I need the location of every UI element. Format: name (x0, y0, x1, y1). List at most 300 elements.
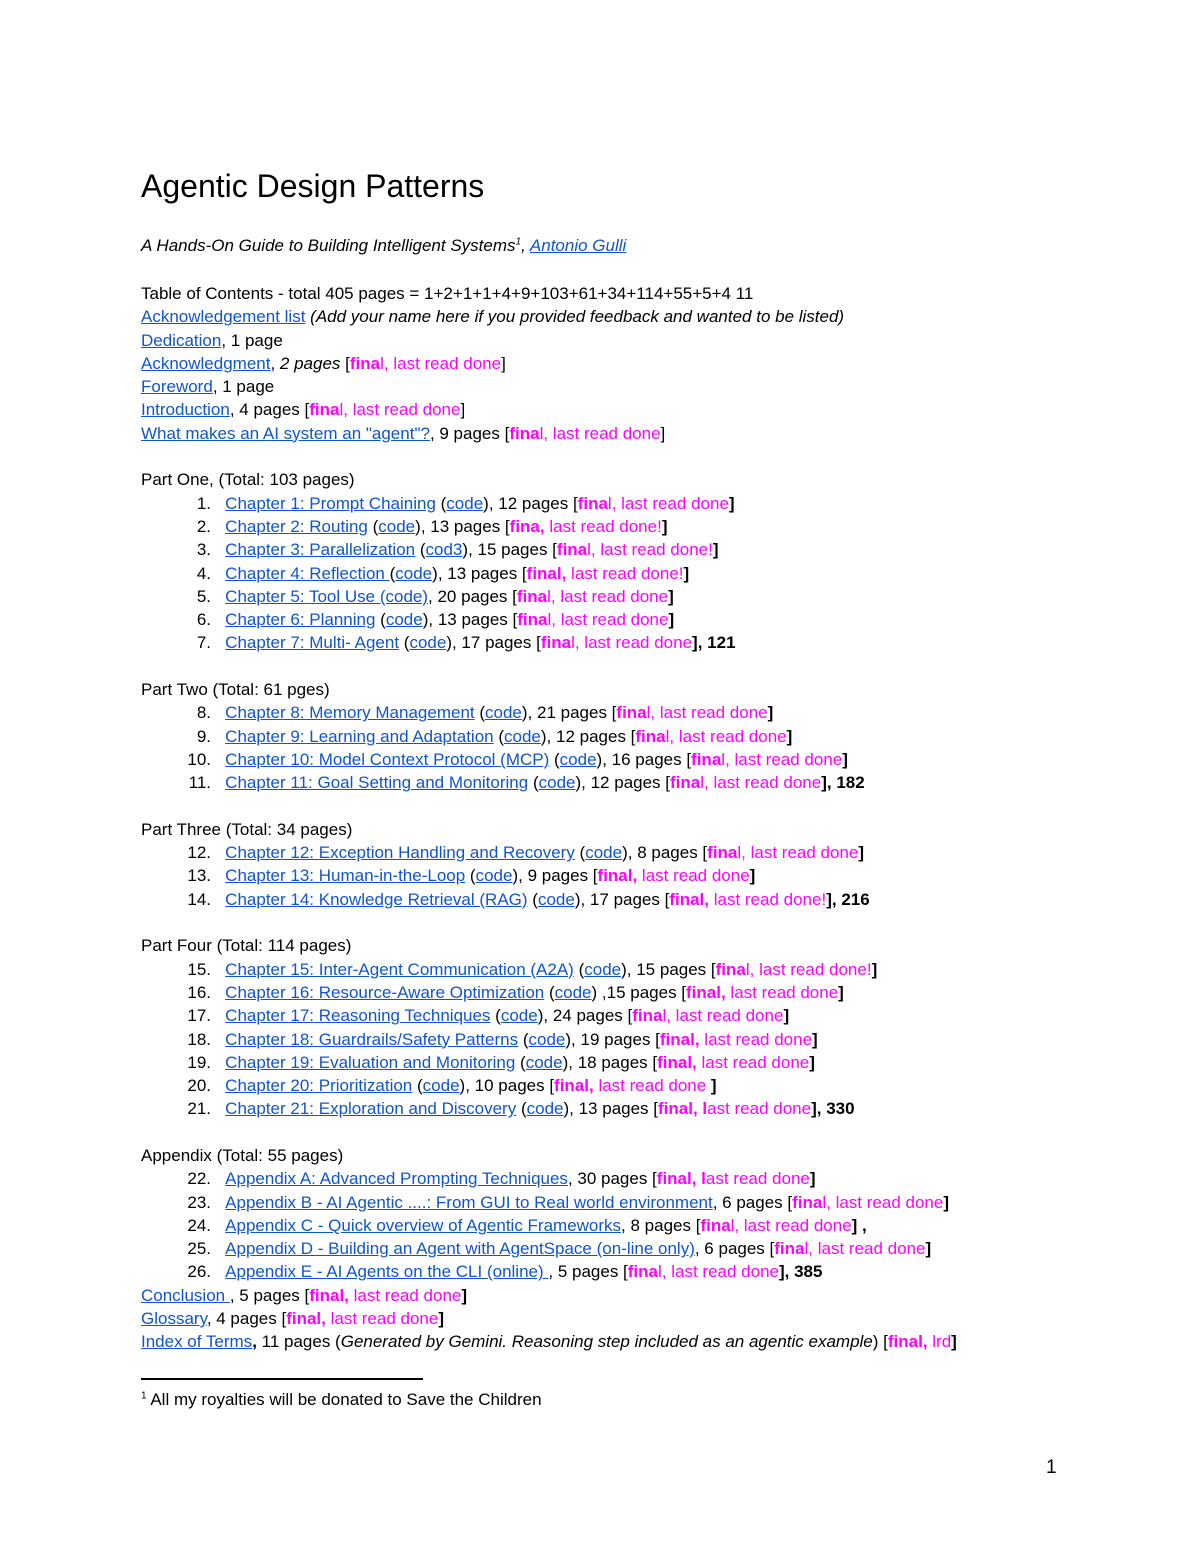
page-count: , 1 page (212, 377, 275, 397)
status-close: ] (821, 773, 827, 793)
part-heading: Part Four (Total: 114 pages) (141, 936, 352, 956)
status-close: ] (668, 586, 674, 606)
chapter-item: 18. Chapter 18: Guardrails/Safety Patterns (code), 19 pages [final, last read done] (141, 1028, 1141, 1051)
chapter-item: 1. Chapter 1: Prompt Chaining (code), 12 pages [final, last read done] (141, 492, 1141, 515)
status-final: fina (540, 633, 572, 653)
chapter-link[interactable]: Chapter 8: Memory Management (225, 703, 475, 723)
chapter-link[interactable]: Chapter 15: Inter-Agent Communication (A2A) (225, 959, 574, 979)
chapter-link[interactable]: Chapter 3: Parallelization (225, 540, 416, 560)
status-text: , last read done (551, 610, 669, 630)
status-final: final, l (658, 1099, 708, 1119)
status-final: fina (349, 353, 381, 373)
chapter-link[interactable]: Chapter 9: Learning and Adaptation (225, 726, 494, 746)
page-count: , 4 pages [ (229, 400, 310, 420)
toc-link[interactable]: Index of Terms (141, 1332, 253, 1352)
page-count: , 12 pages [ (488, 493, 578, 513)
status-text: , last read done (543, 423, 661, 443)
page-count: , (270, 353, 280, 373)
status-final: final, (669, 889, 709, 909)
status-final-tail: l (547, 610, 552, 630)
comma: , (252, 1332, 257, 1352)
page-count: , 4 pages [ (206, 1309, 287, 1329)
footnote (141, 1389, 542, 1411)
status-final-tail: l (665, 726, 670, 746)
footnote-text: All my royalties will be donated to Save the Children (146, 1390, 542, 1409)
chapter-number: 6. (196, 610, 211, 630)
document-title: Agentic Design Patterns (141, 168, 485, 204)
status-text: , last read done (611, 493, 729, 513)
page-count: , 5 pages [ (548, 1262, 628, 1282)
page-count: , 13 pages [ (420, 516, 510, 536)
chapter-number: 21. (187, 1099, 211, 1119)
code-link[interactable]: code (485, 703, 522, 723)
chapter-item: 21. Chapter 21: Exploration and Discovery (code), 13 pages [final, last read done], 330 (141, 1097, 1141, 1120)
page-count: , 9 pages [ (518, 866, 598, 886)
status-final: final, (597, 866, 638, 886)
status-final: fina (792, 1192, 823, 1212)
status-text: , last read done (734, 1215, 852, 1235)
status-final: fina (715, 959, 746, 979)
chapter-item: 2. Chapter 2: Routing (code), 13 pages [fina, last read done!] (141, 515, 1141, 538)
status-final: fina (309, 400, 340, 420)
chapter-item: 13. Chapter 13: Human-in-the-Loop (code), 9 pages [final, last read done] (141, 864, 1141, 887)
chapter-item: 19. Chapter 19: Evaluation and Monitoring (code), 18 pages [final, last read done] (141, 1051, 1141, 1074)
status-text: , last read done (383, 353, 502, 373)
chapter-item: 17. Chapter 17: Reasoning Techniques (code), 24 pages [final, last read done] (141, 1004, 1141, 1027)
chapter-link[interactable]: Chapter 13: Human-in-the-Loop (225, 866, 466, 886)
status-close: ] (851, 1215, 858, 1235)
front-matter-item (141, 422, 1141, 445)
document-subtitle (141, 235, 626, 257)
chapter-number: 5. (196, 586, 211, 606)
code-link[interactable]: code (585, 843, 623, 863)
status-final: fina (691, 749, 722, 769)
code-link[interactable]: code (395, 563, 433, 583)
page-count: , 1 page (221, 330, 283, 350)
code-link[interactable]: code (475, 866, 513, 886)
part-heading: Part Two (Total: 61 pges) (141, 680, 330, 700)
status-final: final, (554, 1076, 594, 1096)
status-final-tail: l (662, 1006, 667, 1026)
status-text: , last read done! (749, 959, 872, 979)
back-matter-item (141, 1284, 1141, 1307)
page-count: , 13 pages [ (569, 1099, 658, 1119)
status-close: ] (660, 423, 666, 443)
spacer (141, 1121, 1141, 1144)
status-close: ] (661, 516, 668, 536)
status-final-tail: l (822, 1192, 827, 1212)
status-close: ] (460, 400, 466, 420)
chapter-item: 20. Chapter 20: Prioritization (code), 10 pages [final, last read done ] (141, 1074, 1141, 1097)
page-count: , 12 pages [ (546, 726, 636, 746)
toc-link[interactable]: Conclusion (141, 1285, 230, 1305)
status-final: fina, (509, 516, 545, 536)
chapter-link[interactable]: Chapter 2: Routing (225, 516, 368, 536)
spacer (141, 911, 1141, 934)
status-final-tail: l (547, 586, 551, 606)
page-count: , 15 pages [ (468, 540, 557, 560)
part-heading: Part Three (Total: 34 pages) (141, 819, 353, 839)
status-close: ] (710, 1076, 717, 1096)
chapter-link[interactable]: Chapter 14: Knowledge Retrieval (RAG) (225, 889, 528, 909)
status-text: , last read done! (590, 540, 713, 560)
author-link[interactable]: Antonio Gulli (529, 236, 627, 255)
chapter-link[interactable]: Chapter 20: Prioritization (225, 1076, 413, 1096)
back-matter-item (141, 1307, 1141, 1330)
status-text: lrd (927, 1332, 952, 1352)
status-final: fina (517, 610, 548, 630)
status-close: ] (668, 610, 675, 630)
chapter-number: 24. (187, 1215, 211, 1235)
chapter-item (141, 1237, 1141, 1260)
status-text: last read done (325, 1309, 439, 1329)
status-text: , last read done (704, 773, 822, 793)
running-total: , (857, 1215, 867, 1235)
chapter-number: 26. (187, 1262, 211, 1282)
status-close: ] (858, 843, 865, 863)
code-link[interactable]: code (385, 610, 423, 630)
status-final: fina (556, 540, 588, 560)
chapter-link[interactable]: Chapter 4: Reflection (225, 563, 390, 583)
page-count: , 17 pages [ (451, 633, 541, 653)
chapter-number: 16. (187, 982, 211, 1002)
status-final: final, (657, 1052, 697, 1072)
running-total: , 121 (697, 633, 736, 653)
chapter-link[interactable]: Appendix B - AI Agentic ....: From GUI to Real world environment (225, 1192, 713, 1212)
status-final: fina (774, 1239, 805, 1259)
chapter-item: 12. Chapter 12: Exception Handling and Recovery (code), 8 pages [final, last read done] (141, 841, 1141, 864)
status-text: last read done (637, 866, 750, 886)
note-text: Generated by Gemini. Reasoning step included as an agentic example (340, 1332, 873, 1352)
code-link[interactable]: code (500, 1006, 538, 1026)
page-count: ,15 pages [ (597, 982, 687, 1002)
status-open: [ (340, 353, 350, 373)
chapter-link[interactable]: Chapter 16: Resource-Aware Optimization (225, 982, 545, 1002)
status-close: ] (786, 726, 793, 746)
chapter-item: 10. Chapter 10: Model Context Protocol (MCP) (code), 16 pages [final, last read done] (141, 748, 1141, 771)
status-text: last read done! (544, 516, 662, 536)
code-link[interactable]: cod3 (425, 540, 463, 560)
toc-header: Table of Contents - total 405 pages = 1+2+1+1+4+9+103+61+34+114+55+5+4 11 (141, 284, 754, 303)
page-count: , 19 pages [ (571, 1029, 660, 1049)
page-count: , 8 pages [ (627, 843, 708, 863)
subtitle-sep: , (521, 236, 530, 255)
chapter-number: 17. (187, 1006, 211, 1026)
page-count: , 10 pages [ (465, 1076, 555, 1096)
status-close: ] (811, 1099, 817, 1119)
page-count: , 5 pages [ (229, 1285, 310, 1305)
status-text: ast read done (707, 1099, 812, 1119)
status-close: ] (925, 1239, 932, 1259)
status-final-tail: l (339, 400, 344, 420)
front-matter-item (141, 329, 1141, 352)
toc-link[interactable]: Acknowledgement list (141, 307, 306, 327)
spacer (141, 445, 1141, 468)
status-text: last read done! (709, 889, 827, 909)
status-close: ] (838, 982, 844, 1002)
page-count: , 9 pages [ (429, 423, 510, 443)
footnote-divider (141, 1378, 423, 1380)
status-text: , last read done (550, 586, 669, 606)
chapter-number: 14. (187, 889, 211, 909)
chapter-link[interactable]: Appendix A: Advanced Prompting Techniques (225, 1169, 568, 1189)
status-close: ] (783, 1006, 790, 1026)
code-link[interactable]: code (526, 1099, 564, 1119)
status-text: , last read done (574, 633, 693, 653)
spacer (141, 655, 1141, 678)
chapter-link[interactable]: Chapter 17: Reasoning Techniques (225, 1006, 491, 1026)
status-final-tail: l (737, 843, 742, 863)
chapter-item: 6. Chapter 6: Planning (code), 13 pages [final, last read done] (141, 608, 1141, 631)
page-count: , 20 pages [ (428, 586, 517, 606)
chapter-number: 20. (187, 1076, 211, 1096)
front-matter-item (141, 398, 1141, 421)
toc-link[interactable]: Dedication (141, 330, 222, 350)
chapter-number: 15. (187, 959, 211, 979)
status-close: ] (712, 540, 719, 560)
status-final: final, (286, 1309, 326, 1329)
code-link[interactable]: code (504, 726, 541, 746)
chapter-link[interactable]: Chapter 1: Prompt Chaining (225, 493, 436, 513)
status-final: fina (700, 1215, 731, 1235)
chapter-item: 9. Chapter 9: Learning and Adaptation (code), 12 pages [final, last read done] (141, 725, 1141, 748)
chapter-item: 8. Chapter 8: Memory Management (code), 21 pages [final, last read done] (141, 701, 1141, 724)
back-matter-item (141, 1330, 1141, 1353)
status-close: ] (871, 959, 878, 979)
chapter-item: 14. Chapter 14: Knowledge Retrieval (RAG) (code), 17 pages [final, last read done!], 216 (141, 888, 1141, 911)
subtitle-text: A Hands-On Guide to Building Intelligent Systems (141, 236, 516, 255)
code-link[interactable]: code (528, 1029, 566, 1049)
chapter-number: 18. (187, 1029, 211, 1049)
status-final-tail: l (721, 749, 726, 769)
status-text: , last read done (826, 1192, 944, 1212)
footnote-mark: 1 (141, 1390, 147, 1402)
status-text: , last read done (725, 749, 843, 769)
code-link[interactable]: code (446, 493, 484, 513)
status-final-tail: l (539, 423, 544, 443)
running-total: , 182 (826, 773, 865, 793)
code-link[interactable]: code (525, 1052, 563, 1072)
chapter-number: 11. (188, 773, 211, 793)
chapter-number: 9. (196, 726, 211, 746)
chapter-number: 7. (196, 633, 211, 653)
chapter-number: 13. (187, 866, 211, 886)
toc-link[interactable]: Foreword (141, 377, 213, 397)
status-close: ] (683, 563, 690, 583)
chapter-link[interactable]: Chapter 18: Guardrails/Safety Patterns (225, 1029, 519, 1049)
chapter-item (141, 1214, 1141, 1237)
page-count: , 30 pages [ (567, 1169, 657, 1189)
page-count: , 12 pages [ (581, 773, 670, 793)
chapter-link[interactable]: Chapter 5: Tool Use (code) (225, 586, 429, 606)
chapter-item (141, 1191, 1141, 1214)
chapter-link[interactable]: Chapter 21: Exploration and Discovery (225, 1099, 517, 1119)
chapter-link[interactable]: Chapter 12: Exception Handling and Recovery (225, 843, 575, 863)
toc-link[interactable]: Introduction (141, 400, 230, 420)
status-text: ast read done (705, 1169, 810, 1189)
chapter-link[interactable]: Chapter 7: Multi- Agent (225, 633, 400, 653)
status-final: final, l (656, 1169, 706, 1189)
status-close: ] (842, 749, 848, 769)
note-text: (Add your name here if you provided feedback and wanted to be listed) (310, 307, 845, 327)
status-text: last read done! (566, 563, 684, 583)
status-final-tail: l (607, 493, 612, 513)
status-final-tail: l (804, 1239, 809, 1259)
status-close: ] (812, 1029, 818, 1049)
chapter-link[interactable]: Appendix E - AI Agents on the CLI (online) (225, 1262, 549, 1282)
code-link[interactable]: code (409, 633, 447, 653)
status-close: ] (809, 1052, 815, 1072)
chapter-number: 19. (187, 1052, 211, 1072)
part-heading: Appendix (Total: 55 pages) (141, 1145, 344, 1165)
chapter-item: 3. Chapter 3: Parallelization (cod3), 15 pages [final, last read done!] (141, 538, 1141, 561)
front-matter-item (141, 375, 1141, 398)
status-final-tail: l (745, 959, 750, 979)
chapter-number: 3. (196, 540, 211, 560)
status-final-tail: l (658, 1262, 662, 1282)
running-total: , 385 (784, 1262, 823, 1282)
page-count: , 6 pages [ (712, 1192, 793, 1212)
status-close: ] (692, 633, 698, 653)
status-text: last read done (348, 1285, 462, 1305)
status-final: fina (516, 586, 548, 606)
chapter-number: 1. (196, 493, 211, 513)
status-close: ] (728, 493, 735, 513)
code-link[interactable]: code (584, 959, 622, 979)
status-close: ] (749, 866, 756, 886)
status-close: ] (826, 889, 832, 909)
status-close: ] (501, 353, 506, 373)
chapter-item: 15. Chapter 15: Inter-Agent Communication (A2A) (code), 15 pages [final, last read done!] (141, 958, 1141, 981)
running-total: , 330 (816, 1099, 855, 1119)
status-final-tail: l (700, 773, 705, 793)
chapter-link[interactable]: Appendix D - Building an Agent with AgentSpace (on-line only) (225, 1239, 695, 1259)
status-final-tail: l (380, 353, 384, 373)
status-final: final, (526, 563, 567, 583)
chapter-item: 7. Chapter 7: Multi- Agent (code), 17 pages [final, last read done], 121 (141, 631, 1141, 654)
chapter-number: 10. (187, 749, 211, 769)
code-link[interactable]: code (554, 982, 592, 1002)
footnote-ref[interactable]: 1 (515, 236, 522, 248)
chapter-link[interactable]: Chapter 6: Planning (225, 610, 376, 630)
status-final: fina (627, 1262, 658, 1282)
chapter-number: 2. (196, 516, 211, 536)
status-final: final, (309, 1285, 349, 1305)
status-final: fina (635, 726, 666, 746)
status-final: final, (887, 1332, 928, 1352)
status-close: ] (461, 1285, 468, 1305)
code-link[interactable]: code (378, 516, 416, 536)
code-link[interactable]: code (538, 773, 576, 793)
status-text: , last read done (666, 1006, 784, 1026)
page-count: , 17 pages [ (580, 889, 670, 909)
page-count: , 16 pages [ (602, 749, 692, 769)
toc-link[interactable]: Glossary (141, 1309, 207, 1329)
page-count: , 18 pages [ (568, 1052, 658, 1072)
status-text: last read done (593, 1076, 711, 1096)
page-count: 11 pages ( (256, 1332, 341, 1352)
page-count: , 24 pages [ (543, 1006, 633, 1026)
spacer (141, 795, 1141, 818)
chapter-item (141, 1260, 1141, 1283)
chapter-number: 12. (187, 843, 211, 863)
page-count: , 21 pages [ (527, 703, 617, 723)
chapter-link[interactable]: Chapter 11: Goal Setting and Monitoring (225, 773, 529, 793)
toc-link[interactable]: Acknowledgment (141, 353, 271, 373)
chapter-link[interactable]: Chapter 19: Evaluation and Monitoring (225, 1052, 516, 1072)
chapter-link[interactable]: Chapter 10: Model Context Protocol (MCP) (225, 749, 550, 769)
status-text: last read done (696, 1052, 810, 1072)
toc-link[interactable]: What makes an AI system an "agent"? (141, 423, 430, 443)
status-final: fina (670, 773, 701, 793)
status-final: fina (577, 493, 608, 513)
page-count: , 13 pages [ (428, 610, 518, 630)
status-close: ] (438, 1309, 445, 1329)
note-text: 2 pages (279, 353, 341, 373)
status-close: ] (943, 1192, 949, 1212)
status-text: , last read done (661, 1262, 779, 1282)
status-close: ] (951, 1332, 957, 1352)
status-text: , last read done (741, 843, 859, 863)
status-text: last read done (725, 982, 839, 1002)
chapter-number: 4. (196, 563, 211, 583)
status-final-tail: l (571, 633, 575, 653)
front-matter-item (141, 352, 1141, 375)
status-text: , last read done (669, 726, 787, 746)
page-number: 1 (1046, 1457, 1057, 1478)
status-final: final, (686, 982, 726, 1002)
code-link[interactable]: code (422, 1076, 460, 1096)
status-final: fina (509, 423, 540, 443)
status-final-tail: l (730, 1215, 735, 1235)
status-text: , last read done (343, 400, 461, 420)
status-final-tail: l (587, 540, 591, 560)
code-link[interactable]: code (559, 749, 597, 769)
status-open: ) [ (872, 1332, 888, 1352)
running-total: , 216 (831, 889, 870, 909)
chapter-link[interactable]: Appendix C - Quick overview of Agentic Frameworks (225, 1215, 622, 1235)
chapter-item: 4. Chapter 4: Reflection (code), 13 pages [final, last read done!] (141, 562, 1141, 585)
chapter-number: 8. (196, 703, 211, 723)
status-text: , last read done (808, 1239, 926, 1259)
front-matter-item (141, 305, 1141, 328)
page-count: , 13 pages [ (437, 563, 527, 583)
part-heading: Part One, (Total: 103 pages) (141, 470, 355, 490)
status-close: ] (778, 1262, 785, 1282)
chapter-item (141, 585, 1141, 608)
chapter-item: 11. Chapter 11: Goal Setting and Monitoring (code), 12 pages [final, last read done], 182 (141, 771, 1141, 794)
chapter-number: 22. (187, 1169, 211, 1189)
chapter-number: 25. (187, 1239, 211, 1259)
page-count: , 6 pages [ (694, 1239, 775, 1259)
code-link[interactable]: code (537, 889, 575, 909)
status-close: ] (809, 1169, 816, 1189)
page-count: , 15 pages [ (626, 959, 716, 979)
status-text: last read done (699, 1029, 813, 1049)
status-final: final, (659, 1029, 700, 1049)
status-text: , last read done (650, 703, 768, 723)
status-final: fina (632, 1006, 663, 1026)
status-close: ] (767, 703, 774, 723)
status-final: fina (707, 843, 738, 863)
status-final-tail: l (646, 703, 651, 723)
table-of-contents (141, 282, 1141, 1354)
chapter-item: 16. Chapter 16: Resource-Aware Optimization (code) ,15 pages [final, last read done] (141, 981, 1141, 1004)
chapter-item (141, 1167, 1141, 1190)
page-count: , 8 pages [ (621, 1215, 701, 1235)
status-final: fina (616, 703, 647, 723)
chapter-number: 23. (187, 1192, 211, 1212)
